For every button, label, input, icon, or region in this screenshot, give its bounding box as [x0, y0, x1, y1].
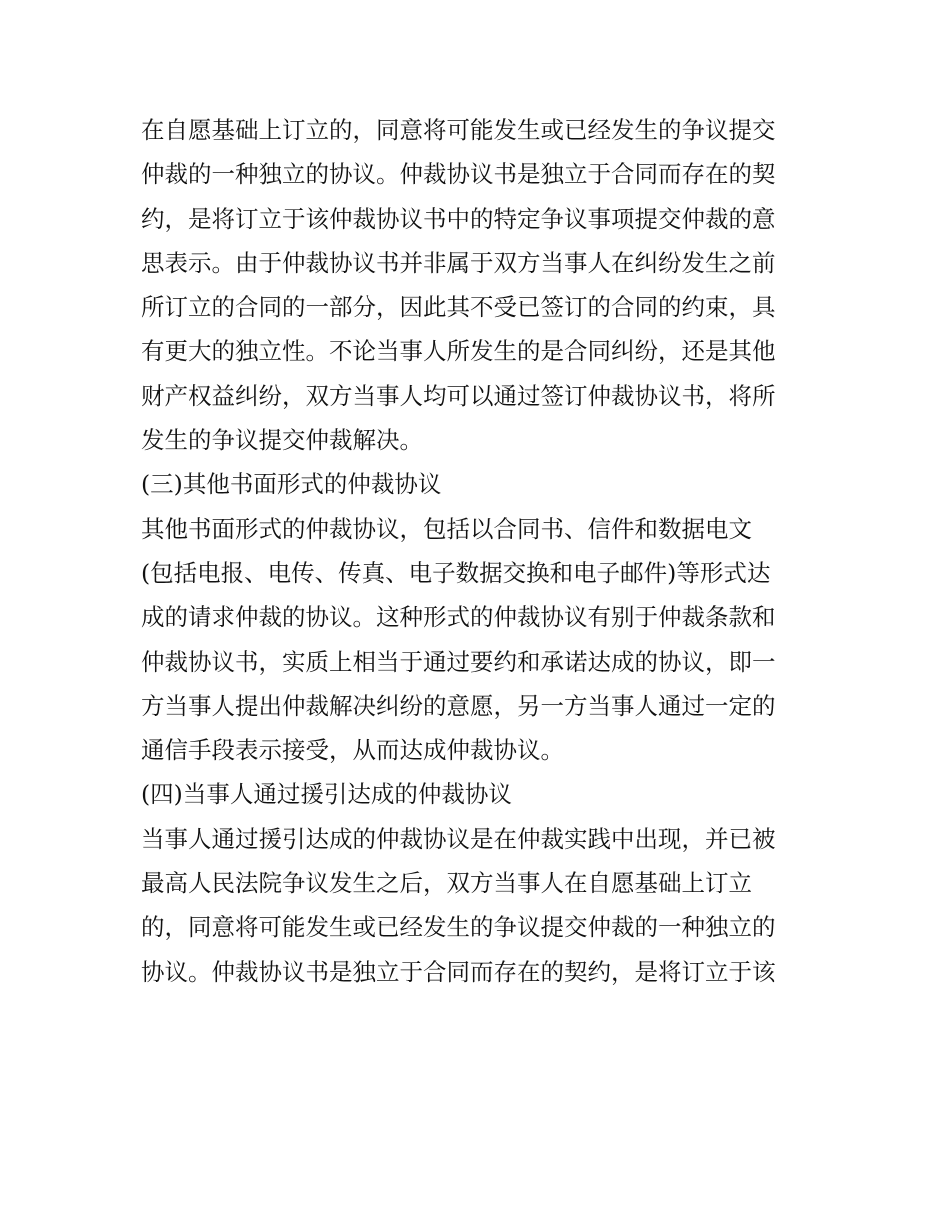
document-body — [141, 108, 831, 994]
section-heading: (四)当事人通过援引达成的仲裁协议 — [141, 780, 512, 809]
section-heading: (三)其他书面形式的仲裁协议 — [141, 470, 442, 499]
text-line: 财产权益纠纷，双方当事人均可以通过签订仲裁协议书，将所 — [141, 381, 776, 410]
text-line: 其他书面形式的仲裁协议，包括以合同书、信件和数据电文 — [141, 514, 752, 543]
text-line: 所订立的合同的一部分，因此其不受已签订的合同的约束，具 — [141, 293, 776, 322]
text-line: (包括电报、电传、传真、电子数据交换和电子邮件)等形式达 — [141, 558, 771, 587]
text-line: 有更大的独立性。不论当事人所发生的是合同纠纷，还是其他 — [141, 337, 776, 366]
text-line: 在自愿基础上订立的，同意将可能发生或已经发生的争议提交 — [141, 116, 776, 144]
text-line: 通信手段表示接受，从而达成仲裁协议。 — [141, 736, 564, 765]
text-line: 成的请求仲裁的协议。这种形式的仲裁协议有别于仲裁条款和 — [141, 603, 776, 632]
text-line: 方当事人提出仲裁解决纠纷的意愿，另一方当事人通过一定的 — [141, 691, 776, 720]
text-line: 思表示。由于仲裁协议书并非属于双方当事人在纠纷发生之前 — [141, 248, 776, 277]
text-line: 仲裁协议书，实质上相当于通过要约和承诺达成的协议，即一 — [141, 647, 776, 676]
text-line: 最高人民法院争议发生之后，双方当事人在自愿基础上订立 — [141, 869, 752, 898]
text-line: 发生的争议提交仲裁解决。 — [141, 426, 423, 455]
text-line: 仲裁的一种独立的协议。仲裁协议书是独立于合同而存在的契 — [141, 160, 776, 189]
text-line: 当事人通过援引达成的仲裁协议是在仲裁实践中出现，并已被 — [141, 824, 776, 853]
text-line: 约，是将订立于该仲裁协议书中的特定争议事项提交仲裁的意 — [141, 204, 776, 233]
text-line: 协议。仲裁协议书是独立于合同而存在的契约，是将订立于该 — [141, 957, 776, 986]
text-line: 的，同意将可能发生或已经发生的争议提交仲裁的一种独立的 — [141, 913, 776, 942]
